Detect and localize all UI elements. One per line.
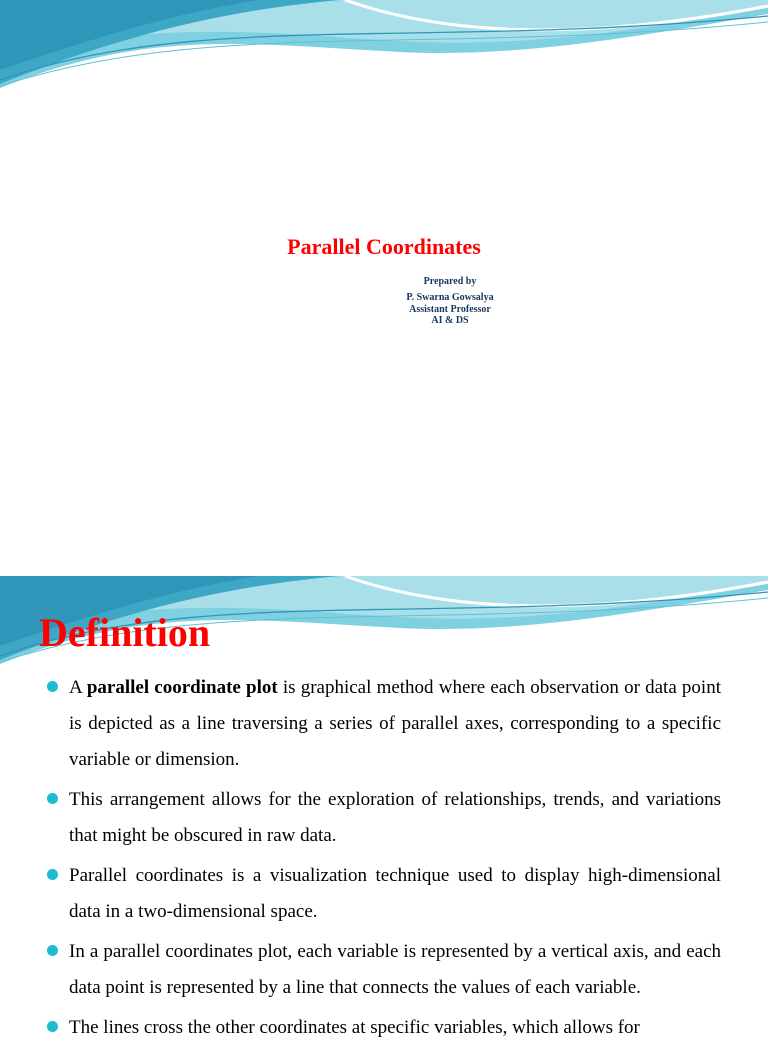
bullet-item (44, 670, 721, 778)
bullet-item (44, 858, 721, 930)
definition-bullet-list (44, 670, 721, 1050)
definition-slide (0, 576, 768, 1038)
author-name: P. Swarna Gowsalya (406, 291, 494, 303)
bullet-text: The lines cross the other coordinates at specific variables, which allows for (69, 1017, 640, 1038)
prepared-by-label: Prepared by (423, 276, 477, 287)
bullet-rest-text: is graphical method where each observation or data point is depicted as a line traversing a series of parallel axes, corresponding to a specific variable or dimension. (69, 677, 721, 770)
author-department: AI & DS (431, 315, 469, 327)
bullet-item (44, 1010, 721, 1046)
bullet-text: This arrangement allows for the exploration of relationships, trends, and variations that might be obscured in raw data. (69, 789, 721, 846)
bullet-dot-icon (47, 869, 58, 880)
wave-header-decoration (0, 0, 768, 96)
bullet-dot-icon (47, 681, 58, 692)
bullet-dot-icon (47, 1021, 58, 1032)
bullet-dot-icon (47, 793, 58, 804)
presentation-title: Parallel Coordinates (287, 234, 481, 259)
bullet-lead-text: A (69, 677, 87, 698)
bullet-item (44, 934, 721, 1006)
bullet-text: Parallel coordinates is a visualization technique used to display high-dimensional data in a two-dimensional space. (69, 865, 721, 922)
bullet-item (44, 782, 721, 854)
author-credits (380, 276, 520, 327)
bullet-bold-term: parallel coordinate plot (86, 677, 278, 698)
author-role: Assistant Professor (409, 303, 491, 315)
bullet-text: In a parallel coordinates plot, each variable is represented by a vertical axis, and each data point is represented by a line that connects the values of each variable. (69, 941, 721, 998)
bullet-dot-icon (47, 945, 58, 956)
definition-heading: Definition (39, 610, 211, 655)
